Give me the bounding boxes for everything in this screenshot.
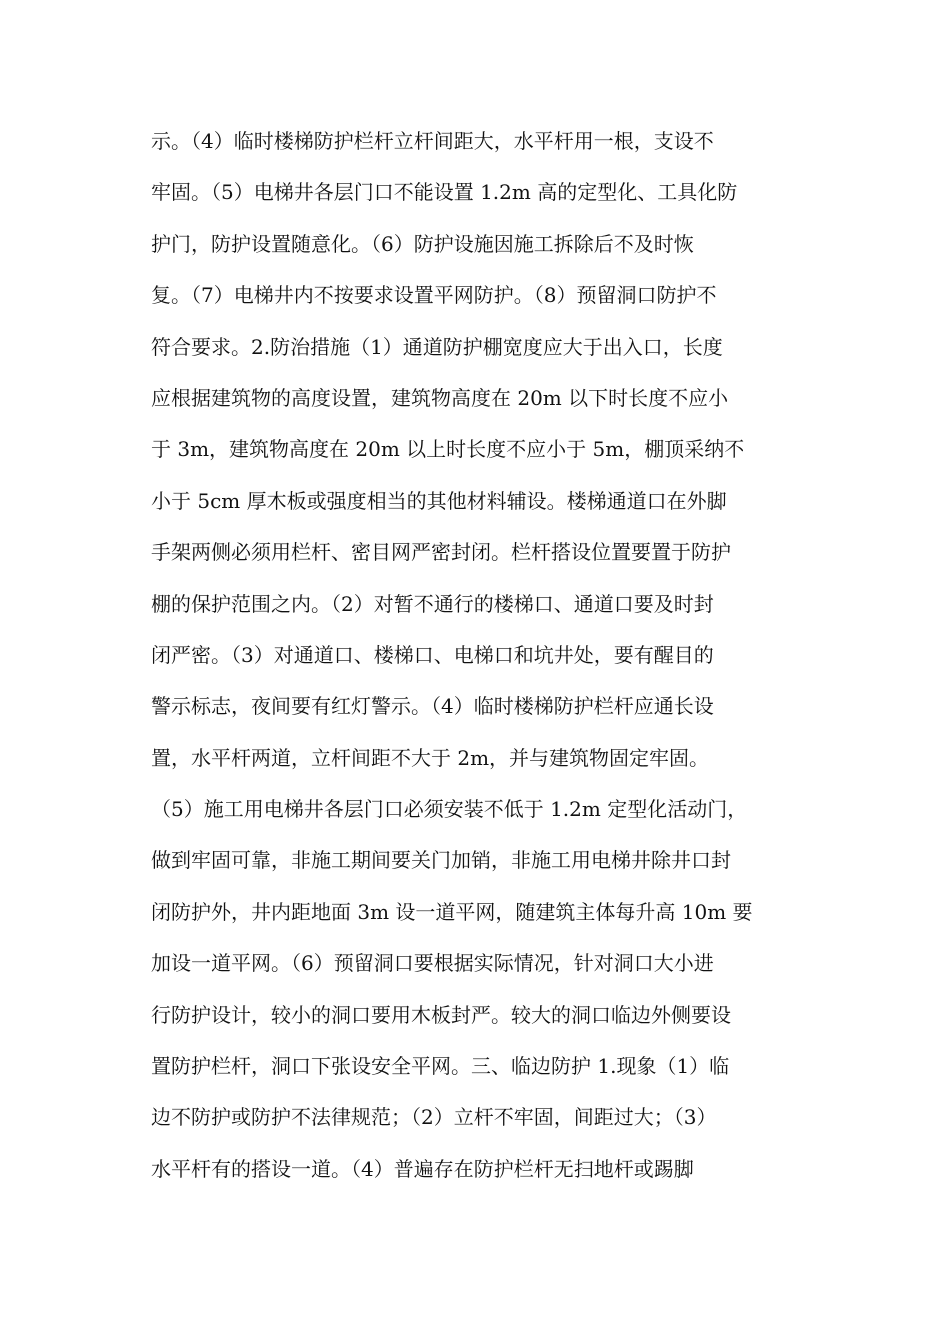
text-line: 符合要求。2.防治措施（1）通道防护棚宽度应大于出入口，长度 [151, 334, 723, 359]
text-line: 于 3m，建筑物高度在 20m 以上时长度不应小于 5m，棚顶采纳不 [151, 437, 745, 462]
text-line: 示。（4）临时楼梯防护栏杆立杆间距大，水平杆用一根，支设不 [151, 129, 714, 153]
text-line: 置防护栏杆，洞口下张设安全平网。三、临边防护 1.现象（1）临 [151, 1054, 730, 1079]
text-line: 复。（7）电梯井内不按要求设置平网防护。（8）预留洞口防护不 [151, 283, 717, 308]
text-line: 警示标志，夜间要有红灯警示。（4）临时楼梯防护栏杆应通长设 [151, 694, 714, 719]
text-line: 闭防护外，井内距地面 3m 设一道平网，随建筑主体每升高 10m 要 [151, 899, 753, 924]
text-line: 做到牢固可靠，非施工期间要关门加销，非施工用电梯井除井口封 [151, 848, 731, 873]
body-text [151, 116, 811, 1195]
text-line: 护门，防护设置随意化。（6）防护设施因施工拆除后不及时恢 [151, 231, 694, 256]
text-line: 加设一道平网。（6）预留洞口要根据实际情况，针对洞口大小进 [151, 951, 714, 976]
text-line: 棚的保护范围之内。（2）对暂不通行的楼梯口、通道口要及时封 [151, 591, 714, 616]
text-line: （5）施工用电梯井各层门口必须安装不低于 1.2m 定型化活动门， [151, 797, 748, 822]
text-line: 手架两侧必须用栏杆、密目网严密封闭。栏杆搭设位置要置于防护 [151, 540, 731, 565]
text-line: 应根据建筑物的高度设置，建筑物高度在 20m 以下时长度不应小 [151, 385, 729, 410]
text-line: 行防护设计，较小的洞口要用木板封严。较大的洞口临边外侧要设 [151, 1002, 731, 1027]
text-line: 边不防护或防护不法律规范；（2）立杆不牢固，间距过大；（3） [151, 1105, 717, 1130]
text-line: 水平杆有的搭设一道。（4）普遍存在防护栏杆无扫地杆或踢脚 [151, 1156, 694, 1181]
text-line: 牢固。（5）电梯井各层门口不能设置 1.2m 高的定型化、工具化防 [151, 180, 738, 205]
text-line: 闭严密。（3）对通道口、楼梯口、电梯口和坑井处，要有醒目的 [151, 642, 714, 667]
text-line: 置，水平杆两道，立杆间距不大于 2m，并与建筑物固定牢固。 [151, 745, 710, 770]
text-line: 小于 5cm 厚木板或强度相当的其他材料辅设。楼梯通道口在外脚 [151, 488, 727, 513]
